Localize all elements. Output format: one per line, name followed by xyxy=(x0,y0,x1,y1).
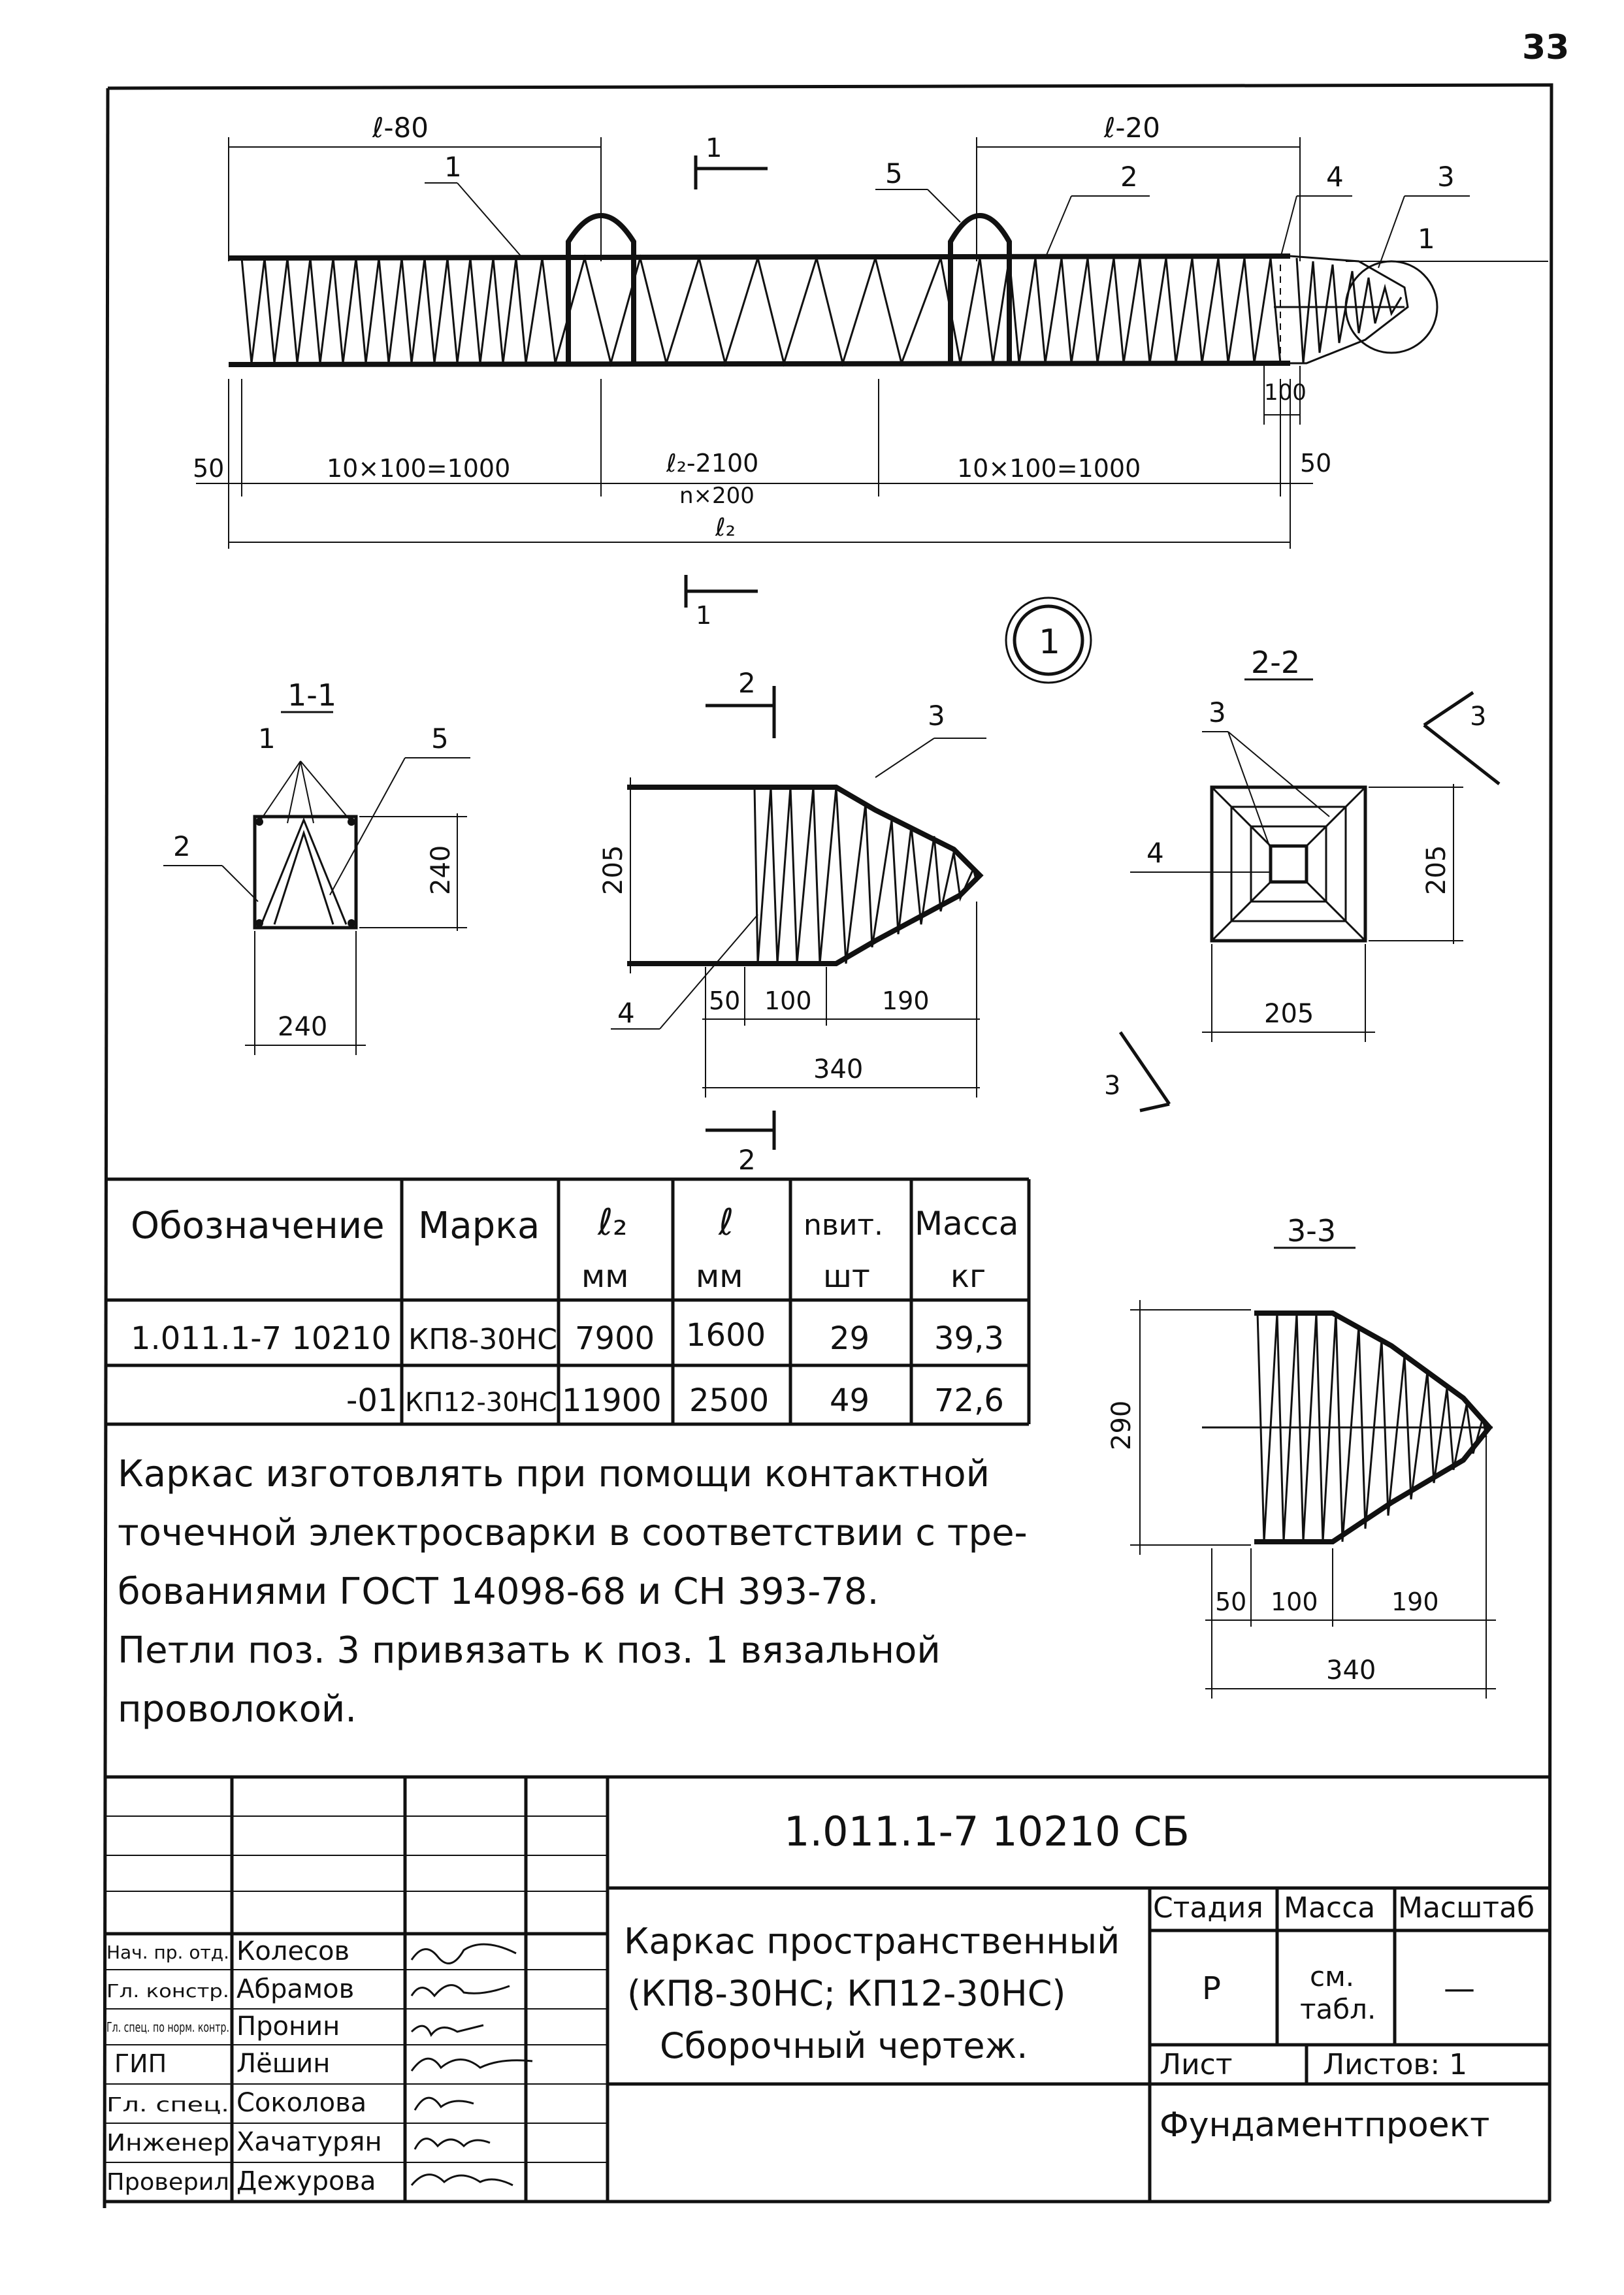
dim-end-right: 50 xyxy=(1300,449,1332,478)
section-2-2-dim-height: 205 xyxy=(1421,845,1452,895)
dim-top-right: ℓ-20 xyxy=(1104,112,1160,144)
callout-3: 3 xyxy=(1437,161,1455,193)
detail-dim-total: 340 xyxy=(813,1054,864,1084)
title-line-2: (КП8-30НС; КП12-30НС) xyxy=(627,1973,1066,2014)
row1-mark: КП8-30НС xyxy=(408,1323,557,1356)
row1-l: 1600 xyxy=(686,1317,766,1354)
row1-l2: 7900 xyxy=(575,1320,655,1357)
staff-name-3: Пронин xyxy=(236,2011,340,2042)
detail-1-cone xyxy=(598,667,986,1176)
header-mark: Марка xyxy=(418,1205,540,1247)
signature-4 xyxy=(412,2059,532,2071)
staff-role-4: ГИП xyxy=(114,2049,167,2078)
view-mark: 1 xyxy=(1418,223,1435,255)
dim-top-left: ℓ-80 xyxy=(372,112,429,144)
mass-header: Масса xyxy=(1284,1891,1376,1925)
dim-right-span: 10×100=1000 xyxy=(957,454,1141,483)
staff-name-2: Абрамов xyxy=(236,1974,355,2004)
section-2-2 xyxy=(1104,645,1499,1111)
signature-5 xyxy=(415,2098,474,2110)
header-turns-unit: шт xyxy=(823,1258,870,1295)
signature-3 xyxy=(412,2025,483,2035)
section-mark-3-top: 3 xyxy=(1470,702,1487,732)
section-3-3-dim-a: 50 xyxy=(1215,1587,1247,1616)
top-bar xyxy=(229,256,1290,258)
page-number: 33 xyxy=(1522,28,1570,67)
section-1-1-dim-height: 240 xyxy=(426,845,456,895)
section-3-3-dim-total: 340 xyxy=(1326,1655,1376,1685)
section-1-1-callout-1: 1 xyxy=(258,723,276,755)
note-line-2: точечной электросварки в соответствии с тре- xyxy=(118,1512,1028,1554)
detail-1-outline xyxy=(627,787,980,964)
section-2-2-dim-width: 205 xyxy=(1264,999,1314,1029)
dim-mid-span-sub: n×200 xyxy=(679,483,755,509)
section-mark-top: 1 xyxy=(706,133,723,163)
detail-dim-c: 190 xyxy=(882,986,930,1015)
row1-turns: 29 xyxy=(830,1320,870,1357)
stage-header: Стадия xyxy=(1153,1891,1263,1925)
row2-mass: 72,6 xyxy=(934,1382,1004,1419)
bottom-bar xyxy=(229,363,1290,365)
sheet-label: Лист xyxy=(1160,2048,1233,2081)
callout-4: 4 xyxy=(1326,161,1344,193)
header-mass: Масса xyxy=(915,1205,1019,1243)
note-line-1: Каркас изготовлять при помощи контактной xyxy=(118,1453,990,1495)
frame-border xyxy=(108,85,1551,2202)
signature-2 xyxy=(412,1985,510,1996)
note-line-5: проволокой. xyxy=(118,1688,357,1731)
staff-role-2: Гл. констр. xyxy=(106,1980,229,2002)
section-3-3-dim-b: 100 xyxy=(1271,1587,1318,1616)
scale-header: Масштаб xyxy=(1398,1891,1535,1925)
callout-2: 2 xyxy=(1120,161,1138,193)
dim-total: ℓ₂ xyxy=(715,513,736,542)
row2-mark: КП12-30НС xyxy=(405,1388,557,1418)
detail-dim-b: 100 xyxy=(764,986,812,1015)
section-3-3-dim-c: 190 xyxy=(1391,1587,1439,1616)
stage-value: Р xyxy=(1202,1970,1221,2007)
frame-left xyxy=(105,88,108,2208)
section-1-1-title: 1-1 xyxy=(287,677,337,713)
spec-table xyxy=(105,1179,1029,1424)
scale-value: — xyxy=(1444,1970,1475,2007)
signature-6 xyxy=(415,2139,490,2149)
lifting-loop-right xyxy=(950,216,1009,363)
notes xyxy=(118,1453,1028,1731)
staff-name-5: Соколова xyxy=(236,2088,367,2118)
staff-role-6: Инженер xyxy=(106,2130,229,2157)
elevation-view xyxy=(193,112,1548,683)
header-mass-unit: кг xyxy=(950,1258,986,1295)
section-2-2-callout-3: 3 xyxy=(1209,696,1226,728)
dim-left-span: 10×100=1000 xyxy=(327,454,511,483)
title-block xyxy=(105,1777,1550,2202)
detail-section-mark-bottom: 2 xyxy=(738,1144,756,1176)
header-l2-unit: мм xyxy=(581,1258,629,1295)
organization: Фундаментпроект xyxy=(1160,2106,1490,2145)
section-mark-3-bottom: 3 xyxy=(1104,1071,1121,1101)
detail-callout-3: 3 xyxy=(928,700,945,732)
detail-dim-a: 50 xyxy=(709,986,741,1015)
section-1-1-callout-5: 5 xyxy=(431,723,449,755)
note-line-4: Петли поз. 3 привязать к поз. 1 вязальной xyxy=(118,1629,941,1672)
section-2-2-title: 2-2 xyxy=(1251,645,1301,680)
section-1-1-callout-2: 2 xyxy=(173,830,191,862)
dim-mid-span: ℓ₂-2100 xyxy=(666,449,759,478)
staff-role-3: Гл. спец. по норм. контр. xyxy=(106,2019,229,2035)
detail-callout-4: 4 xyxy=(617,997,635,1029)
row2-l2: 11900 xyxy=(562,1382,662,1419)
row2-l: 2500 xyxy=(689,1382,770,1419)
sheets-label: Листов: 1 xyxy=(1323,2048,1468,2081)
section-1-1 xyxy=(163,677,470,1055)
section-3-3-dim-height: 290 xyxy=(1107,1400,1137,1450)
staff-role-5: Гл. спец. xyxy=(106,2094,229,2117)
staff-name-7: Дежурова xyxy=(236,2166,376,2196)
signature-7 xyxy=(412,2175,513,2185)
section-3-3-title: 3-3 xyxy=(1287,1213,1337,1248)
doc-code: 1.011.1-7 10210 СБ xyxy=(784,1808,1190,1855)
staff-role-7: Проверил xyxy=(106,2169,229,2196)
staff-name-1: Колесов xyxy=(236,1936,350,1966)
section-2-2-callout-4: 4 xyxy=(1146,837,1164,869)
header-l2: ℓ₂ xyxy=(598,1201,628,1244)
detail-circle-label: 1 xyxy=(1039,623,1061,662)
row2-turns: 49 xyxy=(830,1382,870,1419)
header-designation: Обозначение xyxy=(131,1205,385,1247)
callout-5: 5 xyxy=(885,157,903,189)
note-line-3: бованиями ГОСТ 14098-68 и СН 393-78. xyxy=(118,1571,879,1613)
section-mark-bottom: 1 xyxy=(696,601,712,630)
section-3-3 xyxy=(1107,1213,1496,1699)
spiral-winding xyxy=(242,258,1280,363)
row1-mass: 39,3 xyxy=(934,1320,1004,1357)
row2-designation: -01 xyxy=(346,1382,398,1419)
detail-section-mark-top: 2 xyxy=(738,667,756,699)
staff-name-4: Лёшин xyxy=(236,2049,331,2079)
staff-role-1: Нач. пр. отд. xyxy=(106,1942,229,1963)
header-turns: nвит. xyxy=(804,1209,884,1242)
title-line-1: Каркас пространственный xyxy=(624,1921,1120,1962)
row1-designation: 1.011.1-7 10210 xyxy=(131,1320,392,1357)
mass-value-2: табл. xyxy=(1300,1993,1376,2025)
section-1-1-dim-width: 240 xyxy=(278,1012,328,1042)
header-l-unit: мм xyxy=(696,1258,743,1295)
header-l: ℓ xyxy=(719,1201,734,1244)
title-line-3: Сборочный чертеж. xyxy=(660,2025,1028,2066)
detail-dim-height: 205 xyxy=(598,845,628,895)
mass-value-1: см. xyxy=(1310,1961,1355,1993)
signature-1 xyxy=(412,1944,516,1963)
staff-name-6: Хачатурян xyxy=(236,2127,382,2157)
dim-end-left: 50 xyxy=(193,454,225,483)
dim-100: 100 xyxy=(1264,380,1307,406)
callout-1: 1 xyxy=(444,151,462,183)
